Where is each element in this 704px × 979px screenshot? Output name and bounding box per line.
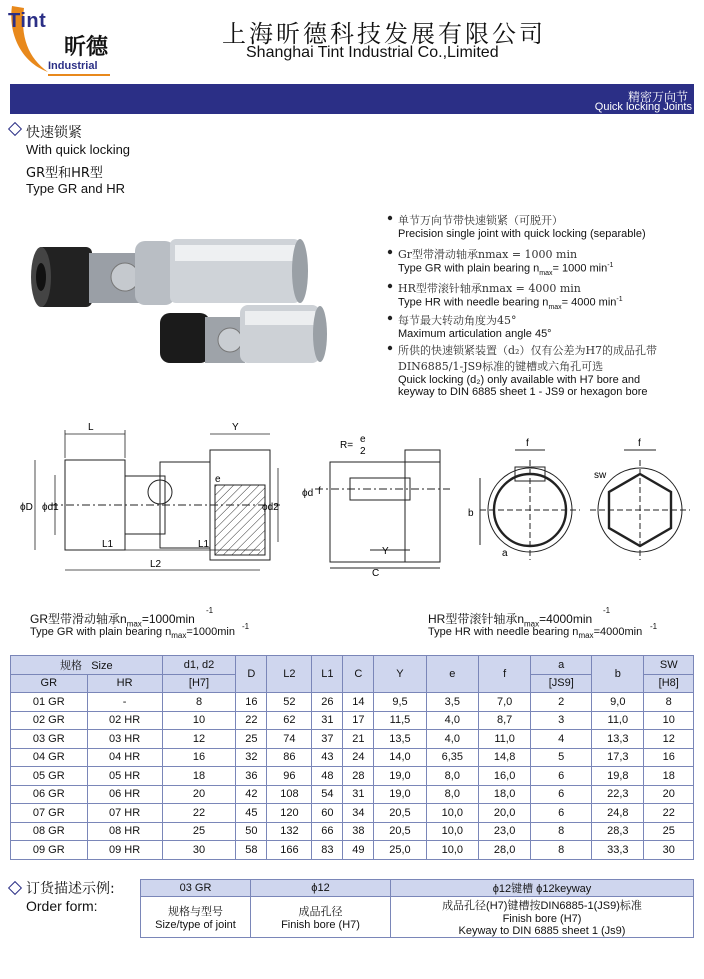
title-banner (10, 84, 694, 114)
table-cell: 30 (162, 841, 236, 860)
table-cell: 2 (531, 693, 592, 712)
table-cell: 25 (236, 730, 267, 749)
label-C: C (372, 568, 380, 579)
table-cell: 8 (531, 822, 592, 841)
table-cell: 74 (267, 730, 312, 749)
th-h7: [H7] (162, 674, 236, 693)
table-cell: 14,0 (374, 748, 426, 767)
table-cell: 6,35 (426, 748, 478, 767)
order-title-cn: 订货描述示例: (26, 881, 115, 897)
table-cell: 4 (531, 730, 592, 749)
technical-drawing (10, 420, 694, 600)
table-cell: 120 (267, 804, 312, 823)
table-cell: 08 GR (11, 822, 88, 841)
table-cell: 04 HR (87, 748, 162, 767)
table-cell: 54 (312, 785, 343, 804)
keyway-end-view (480, 450, 580, 560)
table-cell: 3,5 (426, 693, 478, 712)
label-phid: ϕd (302, 488, 314, 499)
table-cell: 20,5 (374, 804, 426, 823)
table-cell: 26 (312, 693, 343, 712)
table-cell: 16 (644, 748, 694, 767)
table-cell: 25 (644, 822, 694, 841)
bullet-3-en: Type HR with needle bearing $n_{max}= 4000$ $\min^{-1}$ (398, 296, 623, 311)
table-cell: 19,8 (592, 767, 644, 786)
th-d12: d1, d2 (162, 656, 236, 675)
logo-sub: Industrial (48, 60, 98, 72)
table-cell: 86 (267, 748, 312, 767)
table-row (11, 748, 694, 767)
table-cell: 20 (162, 785, 236, 804)
table-cell: 62 (267, 711, 312, 730)
table-cell: - (87, 693, 162, 712)
th-sw: SW (644, 656, 694, 675)
table-cell: 37 (312, 730, 343, 749)
spec-table-body (11, 693, 694, 860)
th-js9: [JS9] (531, 674, 592, 693)
bullet-3 (386, 280, 623, 311)
label-f-hex: f (638, 438, 641, 449)
table-cell: 06 GR (11, 785, 88, 804)
table-cell: 16 (236, 693, 267, 712)
spec-table (10, 655, 694, 860)
hex-end-view (590, 450, 690, 560)
label-R-num: e (360, 434, 366, 445)
table-cell: 20 (644, 785, 694, 804)
table-cell: 11,5 (374, 711, 426, 730)
table-cell: 50 (236, 822, 267, 841)
label-Y: Y (232, 422, 239, 433)
label-phid2: ϕd2 (262, 502, 279, 513)
label-b: b (468, 508, 474, 519)
table-cell: 24 (343, 748, 374, 767)
table-cell: 45 (236, 804, 267, 823)
bullet-4-cn: 每节最大转动角度为45° (398, 314, 517, 327)
th-L1: L1 (312, 656, 343, 693)
label-Y-hub: Y (382, 546, 389, 557)
label-L2: L2 (150, 559, 162, 570)
order-title-en: Order form: (26, 898, 98, 914)
table-cell: 60 (312, 804, 343, 823)
label-f-keyway: f (526, 438, 529, 449)
order-c1: 规格与型号 Size/type of joint (141, 897, 251, 938)
section-line1: With quick locking (26, 142, 131, 157)
table-cell: 18 (644, 767, 694, 786)
table-cell: 36 (236, 767, 267, 786)
table-cell: 33,3 (592, 841, 644, 860)
bullet-1-en: Precision single joint with quick locking (separable) (398, 228, 646, 240)
table-cell: 20,5 (374, 822, 426, 841)
banner-title-cn: 精密万向节 (627, 90, 688, 104)
order-table (140, 879, 694, 938)
table-row (11, 693, 694, 712)
table-cell: 42 (236, 785, 267, 804)
table-cell: 6 (531, 804, 592, 823)
table-cell: 10,0 (426, 841, 478, 860)
logo-cn: 昕德 (64, 35, 109, 60)
table-cell: 18 (162, 767, 236, 786)
label-phiD: ϕD (20, 502, 33, 513)
table-cell: 6 (531, 767, 592, 786)
table-cell: 8,7 (478, 711, 530, 730)
table-cell: 07 GR (11, 804, 88, 823)
table-cell: 8,0 (426, 767, 478, 786)
diamond-bullet-icon (8, 122, 22, 136)
table-cell: 7,0 (478, 693, 530, 712)
table-cell: 18,0 (478, 785, 530, 804)
bullet-2-en: Type GR with plain bearing $n_{max}= 1000$ $\min^{-1}$ (398, 262, 614, 277)
table-cell: 12 (644, 730, 694, 749)
table-cell: 9,5 (374, 693, 426, 712)
caption-hr-sup-1: -1 (603, 606, 611, 615)
th-C: C (343, 656, 374, 693)
table-cell: 13,5 (374, 730, 426, 749)
th-L2: L2 (267, 656, 312, 693)
table-cell: 22 (162, 804, 236, 823)
caption-hr-en: Type HR with needle bearing $n_{max}=4000\min$ (428, 626, 643, 641)
table-cell: 10 (644, 711, 694, 730)
label-sw: sw (594, 470, 607, 481)
table-cell: 11,0 (592, 711, 644, 730)
table-cell: 12 (162, 730, 236, 749)
table-cell: 8 (644, 693, 694, 712)
diamond-bullet-icon-2 (8, 881, 22, 895)
table-cell: 96 (267, 767, 312, 786)
table-row (11, 822, 694, 841)
caption-hr-cn: HR型带滚针轴承$n_{max}=4000\min$ (428, 612, 593, 629)
section-title: 快速锁紧 (26, 125, 82, 141)
table-cell: 28 (343, 767, 374, 786)
label-L1-b: L1 (198, 539, 210, 550)
label-L: L (88, 422, 94, 433)
table-cell: 34 (343, 804, 374, 823)
bullet-1-cn: 单节万向节带快速锁紧（可脱开） (398, 214, 563, 227)
order-h2: ϕ12 (251, 880, 391, 897)
table-cell: 31 (343, 785, 374, 804)
table-cell: 8 (531, 841, 592, 860)
bullet-5-cn2: DIN6885/1-JS9标准的键槽或六角孔可选 (398, 360, 604, 373)
table-cell: 02 HR (87, 711, 162, 730)
table-cell: 6 (531, 785, 592, 804)
table-cell: 16 (162, 748, 236, 767)
table-cell: 04 GR (11, 748, 88, 767)
table-cell: 166 (267, 841, 312, 860)
table-cell: 09 GR (11, 841, 88, 860)
table-cell: 05 HR (87, 767, 162, 786)
table-cell: 58 (236, 841, 267, 860)
bullet-dots-icon (386, 214, 394, 354)
bullet-2-cn: Gr型带滑动轴承nmax = 1000 min (398, 248, 578, 261)
table-cell: 17 (343, 711, 374, 730)
table-cell: 28,3 (592, 822, 644, 841)
product-photo (25, 225, 355, 375)
table-cell: 48 (312, 767, 343, 786)
th-a: a (531, 656, 592, 675)
table-cell: 23,0 (478, 822, 530, 841)
caption-gr-sup-2: -1 (242, 622, 250, 631)
bullet-5-cn: 所供的快速锁紧装置（d₂）仅有公差为H7的成品孔带 (398, 344, 658, 357)
order-c2: 成品孔径 Finish bore (H7) (251, 897, 391, 938)
table-cell: 02 GR (11, 711, 88, 730)
table-cell: 25,0 (374, 841, 426, 860)
table-cell: 11,0 (478, 730, 530, 749)
table-cell: 17,3 (592, 748, 644, 767)
table-cell: 28,0 (478, 841, 530, 860)
table-cell: 16,0 (478, 767, 530, 786)
bullet-4 (386, 312, 552, 340)
caption-hr-sup-2: -1 (650, 622, 658, 631)
table-cell: 19,0 (374, 785, 426, 804)
banner-title-en: Quick locking Joints (594, 101, 692, 113)
table-cell: 10,0 (426, 804, 478, 823)
table-cell: 4,0 (426, 730, 478, 749)
table-cell: 09 HR (87, 841, 162, 860)
table-cell: 132 (267, 822, 312, 841)
th-f: f (478, 656, 530, 693)
table-cell: 83 (312, 841, 343, 860)
order-h1: 03 GR (141, 880, 251, 897)
company-name-cn: 上海昕德科技发展有限公司 (222, 20, 546, 48)
bullet-4-en: Maximum articulation angle 45° (398, 328, 552, 340)
table-cell: 66 (312, 822, 343, 841)
label-a: a (502, 548, 508, 559)
th-gr: GR (11, 674, 88, 693)
table-cell: 8,0 (426, 785, 478, 804)
table-cell: 32 (236, 748, 267, 767)
th-e: e (426, 656, 478, 693)
logo-underline (48, 74, 110, 76)
joint-side-view (50, 450, 280, 560)
table-cell: 5 (531, 748, 592, 767)
table-row (11, 730, 694, 749)
th-Y: Y (374, 656, 426, 693)
section-line3: Type GR and HR (26, 181, 125, 196)
label-phid1: ϕd1 (42, 502, 59, 513)
table-cell: 8 (162, 693, 236, 712)
table-cell: 43 (312, 748, 343, 767)
table-cell: 30 (644, 841, 694, 860)
table-row (11, 767, 694, 786)
table-cell: 22 (644, 804, 694, 823)
table-row (11, 785, 694, 804)
company-name-en: Shanghai Tint Industrial Co.,Limited (246, 44, 499, 61)
label-f-side: f (318, 486, 321, 497)
table-cell: 14,8 (478, 748, 530, 767)
bullet-5 (386, 342, 657, 398)
label-R-den: 2 (360, 446, 366, 457)
table-cell: 4,0 (426, 711, 478, 730)
joint-photo-1 (31, 239, 308, 307)
table-cell: 3 (531, 711, 592, 730)
table-cell: 19,0 (374, 767, 426, 786)
logo-text: Tint (8, 10, 47, 32)
table-cell: 9,0 (592, 693, 644, 712)
label-e: e (215, 474, 221, 485)
th-b: b (592, 656, 644, 693)
caption-gr-cn: GR型带滑动轴承$n_{max}=1000\min$ (30, 612, 195, 629)
table-cell: 03 HR (87, 730, 162, 749)
label-L1-a: L1 (102, 539, 114, 550)
th-size: 规格 Size (11, 656, 163, 675)
table-cell: 10 (162, 711, 236, 730)
table-cell: 05 GR (11, 767, 88, 786)
label-R: R= (340, 440, 354, 451)
table-cell: 01 GR (11, 693, 88, 712)
section-line2: GR型和HR型 (26, 166, 103, 181)
table-cell: 14 (343, 693, 374, 712)
table-cell: 38 (343, 822, 374, 841)
order-c3: 成品孔径(H7)键槽按DIN6885-1(JS9)标准 Finish bore (H7) Keyway to DIN 6885 sheet 1 (Js9) (391, 897, 694, 938)
caption-gr-en: Type GR with plain bearing $n_{max}=1000\min$ (30, 626, 235, 641)
joint-photo-2 (160, 305, 327, 363)
table-cell: 108 (267, 785, 312, 804)
caption-gr-sup-1: -1 (206, 606, 214, 615)
bullet-2 (386, 246, 613, 277)
order-h3: ϕ12键槽 ϕ12keyway (391, 880, 694, 897)
table-cell: 13,3 (592, 730, 644, 749)
table-cell: 49 (343, 841, 374, 860)
table-cell: 10,0 (426, 822, 478, 841)
bullet-3-cn: HR型带滚针轴承nmax = 4000 min (398, 282, 581, 295)
table-cell: 52 (267, 693, 312, 712)
table-cell: 31 (312, 711, 343, 730)
bullet-5-en: Quick locking (d₂) only available with H7 bore and (398, 374, 641, 386)
table-cell: 24,8 (592, 804, 644, 823)
table-cell: 03 GR (11, 730, 88, 749)
th-h8: [H8] (644, 674, 694, 693)
table-row (11, 804, 694, 823)
table-cell: 22,3 (592, 785, 644, 804)
table-row (11, 841, 694, 860)
th-hr: HR (87, 674, 162, 693)
th-D: D (236, 656, 267, 693)
table-cell: 22 (236, 711, 267, 730)
table-row (11, 711, 694, 730)
bullet-5-en2: keyway to DIN 6885 sheet 1 - JS9 or hexagon bore (398, 386, 648, 398)
table-cell: 25 (162, 822, 236, 841)
table-cell: 06 HR (87, 785, 162, 804)
table-cell: 21 (343, 730, 374, 749)
bullet-1 (386, 212, 646, 240)
table-cell: 08 HR (87, 822, 162, 841)
table-cell: 07 HR (87, 804, 162, 823)
table-cell: 20,0 (478, 804, 530, 823)
